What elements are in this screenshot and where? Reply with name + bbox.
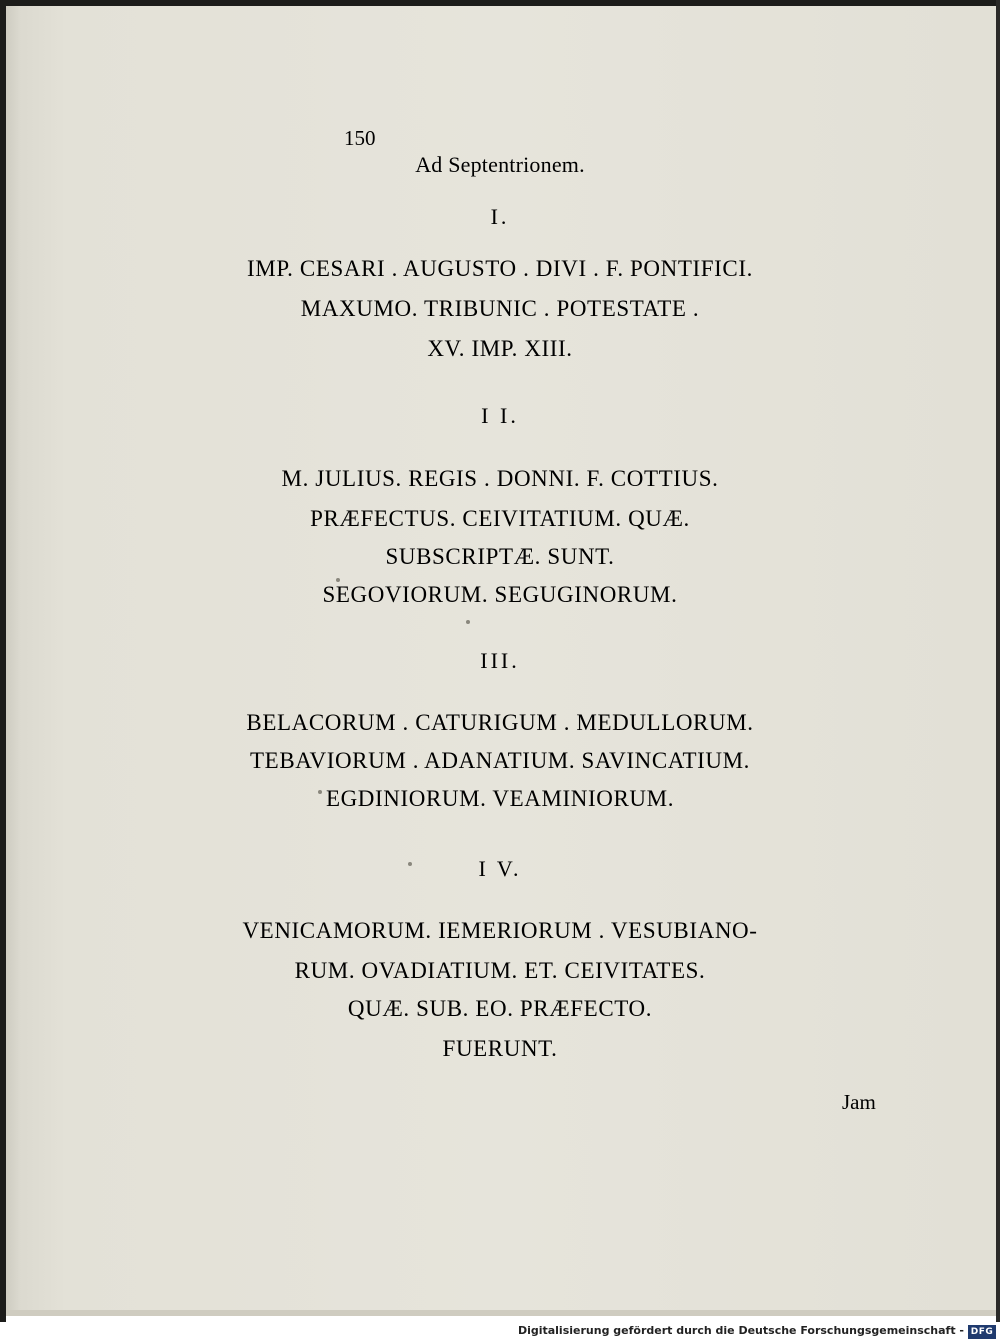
inscription-line: RUM. OVADIATIUM. ET. CEIVITATES.: [294, 958, 706, 983]
section-numeral: I V.: [478, 856, 522, 881]
section-numeral: I I.: [481, 403, 519, 428]
page-bottom-edge: [6, 1310, 996, 1316]
page-gutter-shadow: [6, 6, 20, 1316]
inscription-line: SUBSCRIPTÆ. SUNT.: [385, 544, 615, 569]
inscription-line: QUÆ. SUB. EO. PRÆFECTO.: [347, 996, 653, 1021]
inscription-line: PRÆFECTUS. CEIVITATIUM. QUÆ.: [310, 506, 690, 531]
dfg-logo-icon: DFG: [968, 1325, 996, 1339]
inscription-line: FUERUNT.: [442, 1036, 558, 1061]
inscription-line: XV. IMP. XIII.: [427, 336, 573, 361]
inscription-line: EGDINIORUM. VEAMINIORUM.: [325, 786, 675, 811]
inscription-line: MAXUMO. TRIBUNIC . POTESTATE .: [300, 296, 700, 321]
inscription-line: TEBAVIORUM . ADANATIUM. SAVINCATIUM.: [250, 748, 750, 773]
inscription-line: VENICAMORUM. IEMERIORUM . VESUBIANO-: [242, 918, 758, 943]
inscription-line: BELACORUM . CATURIGUM . MEDULLORUM.: [246, 710, 754, 735]
page-number: 150: [344, 126, 376, 150]
section-numeral: III.: [480, 648, 520, 673]
inscription-line: M. JULIUS. REGIS . DONNI. F. COTTIUS.: [281, 466, 719, 491]
paper-speck: [466, 620, 470, 624]
inscription-line: IMP. CESARI . AUGUSTO . DIVI . F. PONTIFICI.: [247, 256, 753, 281]
catchword: Jam: [842, 1090, 876, 1114]
section-numeral: I.: [490, 204, 510, 229]
digitization-credit: Digitalisierung gefördert durch die Deutsche Forschungsgemeinschaft -: [517, 1324, 964, 1337]
inscription-line: SEGOVIORUM. SEGUGINORUM.: [322, 582, 678, 607]
scan-border-right: [996, 0, 1000, 1322]
page-heading: Ad Septentrionem.: [415, 152, 585, 177]
